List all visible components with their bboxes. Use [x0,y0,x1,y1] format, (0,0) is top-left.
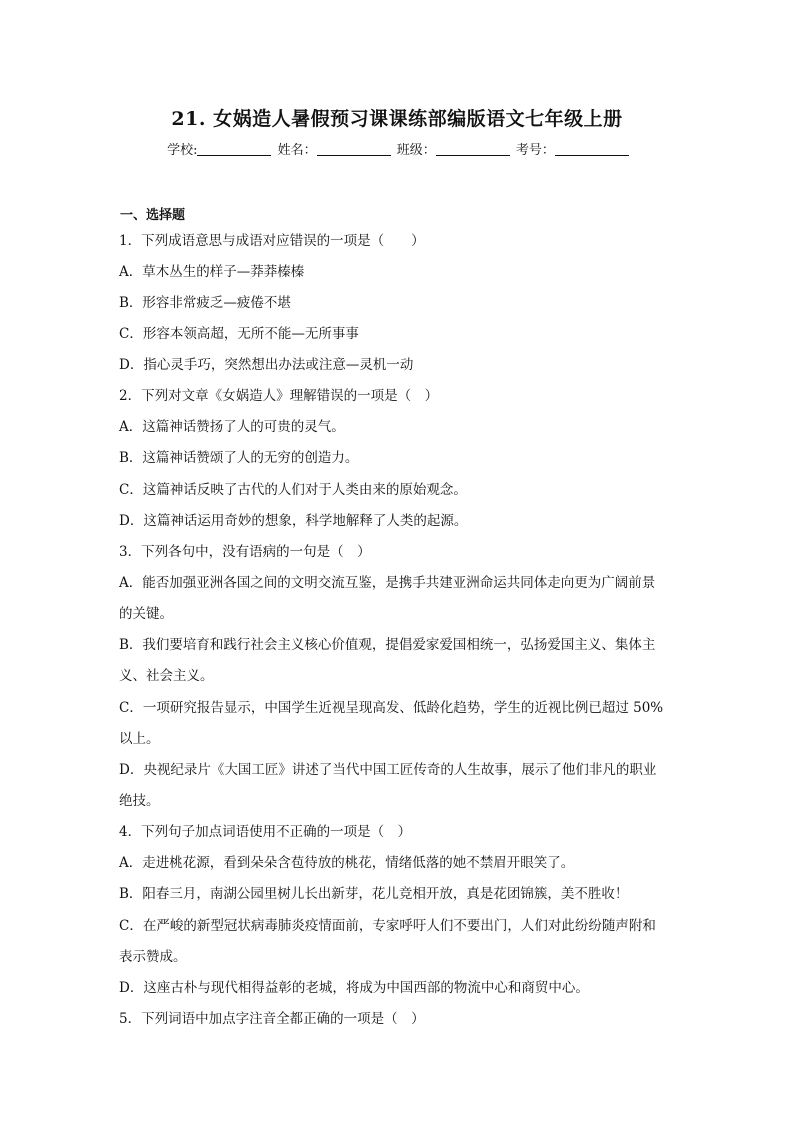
exam-number-blank [555,143,629,156]
option-line: C．这篇神话反映了古代的人们对于人类由来的原始观念。 [119,482,467,498]
option-line: A．草木丛生的样子—莽莽榛榛 [119,264,305,280]
option-line: B．这篇神话赞颂了人的无穷的创造力。 [119,450,359,466]
option-line: C．一项研究报告显示，中国学生近视呈现高发、低龄化趋势，学生的近视比例已超过 50% [119,700,664,716]
page-title: 21. 女娲造人暑假预习课课练部编版语文七年级上册 [171,108,623,130]
option-line: A．能否加强亚洲各国之间的文明交流互鉴，是携手共建亚洲命运共同体走向更为广阔前景 [119,575,656,591]
option-line: D．这篇神话运用奇妙的想象，科学地解释了人类的起源。 [119,513,468,529]
option-line: D．指心灵手巧，突然想出办法或注意—灵机一动 [119,357,414,373]
school-blank [197,143,271,156]
student-info-row [0,139,794,158]
option-line: C．形容本领高超，无所不能—无所事事 [119,326,359,342]
exam-number-label: 考号： [515,143,555,158]
option-line: D．央视纪录片《大国工匠》讲述了当代中国工匠传奇的人生故事，展示了他们非凡的职业 [119,762,657,778]
option-line: 以上。 [119,731,160,747]
name-label: 姓名： [277,143,317,158]
name-blank [317,143,391,156]
class-blank [436,143,510,156]
question-line: 2．下列对文章《女娲造人》理解错误的一项是（ ） [119,388,439,404]
section-heading: 一、选择题 [120,208,186,223]
question-line: 3．下列各句中，没有语病的一句是（ ） [119,544,371,560]
class-label: 班级： [396,143,436,158]
option-line: B．阳春三月，南湖公园里树儿长出新芽，花儿竞相开放，真是花团锦簇，美不胜收！ [119,886,629,902]
question-line: 5．下列词语中加点字注音全都正确的一项是（ ） [119,1011,425,1027]
option-line: 义、社会主义。 [119,668,214,684]
option-line: A．这篇神话赞扬了人的可贵的灵气。 [119,419,345,435]
school-label: 学校: [167,143,198,158]
question-line: 4．下列句子加点词语使用不正确的一项是（ ） [119,824,412,840]
option-line: B．我们要培育和践行社会主义核心价值观，提倡爱家爱国相统一，弘扬爱国主义、集体主 [119,637,656,653]
option-line: C．在严峻的新型冠状病毒肺炎疫情面前，专家呼吁人们不要出门，人们对此纷纷随声附和 [119,918,656,934]
option-line: D．这座古朴与现代相得益彰的老城，将成为中国西部的物流中心和商贸中心。 [119,980,589,996]
option-line: 表示赞成。 [119,949,187,965]
option-line: A．走进桃花源，看到朵朵含苞待放的桃花，情绪低落的她不禁眉开眼笑了。 [119,855,575,871]
question-line: 1．下列成语意思与成语对应错误的一项是（ ） [119,233,425,249]
option-line: B．形容非常疲乏—疲倦不堪 [119,295,291,311]
option-line: 绝技。 [119,793,160,809]
option-line: 的关键。 [119,606,173,622]
